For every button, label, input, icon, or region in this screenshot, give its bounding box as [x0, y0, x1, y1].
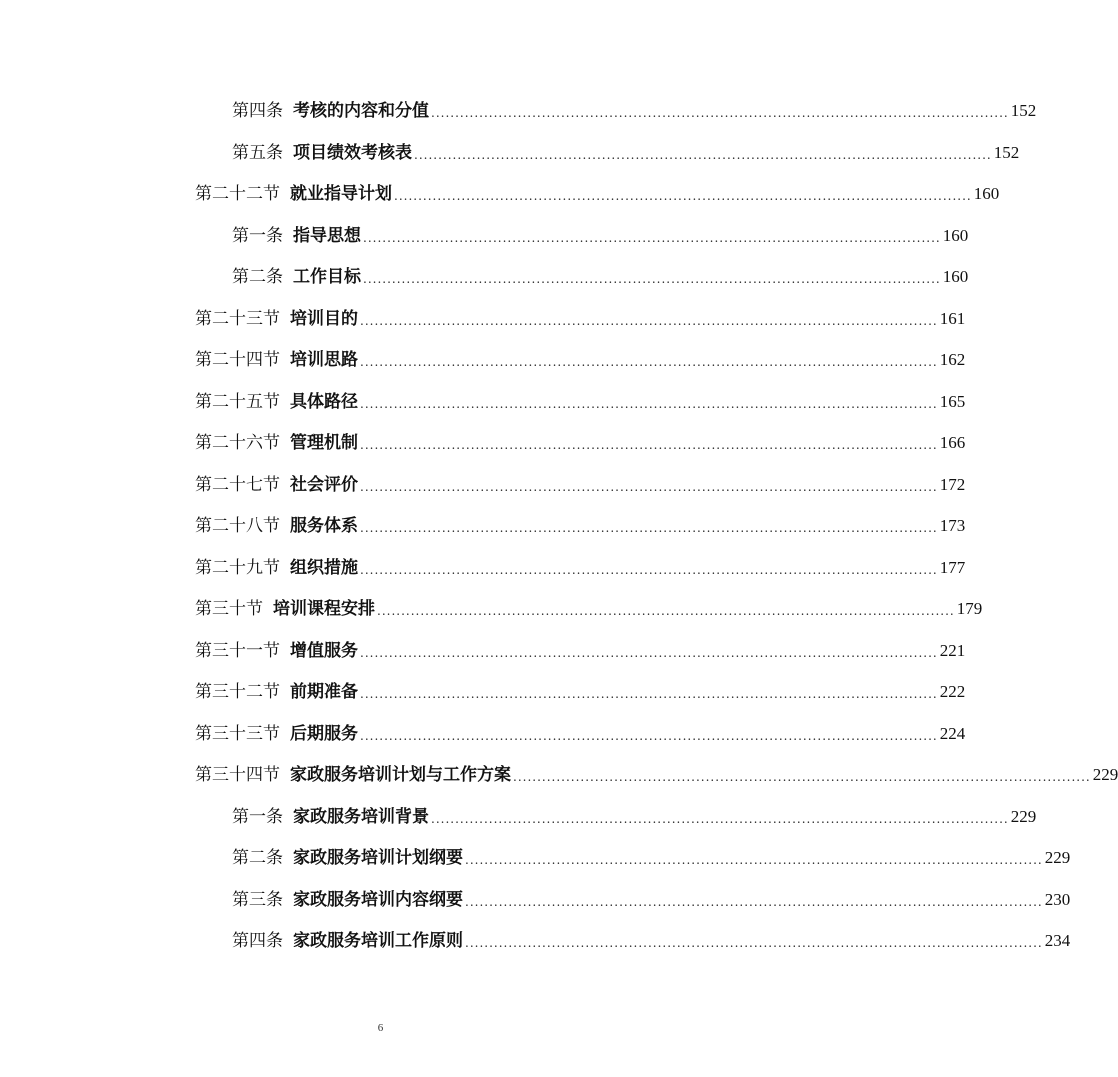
toc-entry-page: 162: [939, 350, 966, 369]
toc-entry[interactable]: [195, 510, 966, 538]
toc-leader-dots: ........................................................................................................................: [465, 936, 1043, 950]
toc-entry[interactable]: [195, 303, 966, 331]
toc-entry[interactable]: [232, 801, 1037, 829]
toc-entry[interactable]: [195, 344, 966, 372]
toc-entry-title: 培训课程安排: [273, 599, 375, 619]
toc-entry-page: 229: [1010, 807, 1037, 826]
toc-entry-title: 服务体系: [290, 516, 358, 536]
toc-entry-title: 家政服务培训计划纲要: [293, 848, 463, 868]
toc-entry-page: 152: [1010, 101, 1037, 120]
toc-entry[interactable]: [195, 552, 966, 580]
toc-entry-page: 160: [973, 184, 1000, 203]
toc-leader-dots: ........................................................................................................................: [513, 770, 1091, 784]
toc-entry-page: 229: [1092, 765, 1118, 784]
toc-entry-title: 社会评价: [290, 475, 358, 495]
toc-leader-dots: ........................................................................................................................: [431, 106, 1009, 120]
toc-entry-page: 166: [939, 433, 966, 452]
toc-entry[interactable]: [195, 427, 966, 455]
toc-entry-page: 161: [939, 309, 966, 328]
toc-leader-dots: ........................................................................................................................: [363, 272, 941, 286]
toc-leader-dots: ........................................................................................................................: [360, 646, 938, 660]
toc-entry-page: 165: [939, 392, 966, 411]
toc-entry-number: 第四条: [232, 101, 283, 121]
toc-entry-title: 具体路径: [290, 392, 358, 412]
toc-entry-number: 第三十二节: [195, 682, 280, 702]
toc-entry[interactable]: [232, 884, 1071, 912]
toc-leader-dots: ........................................................................................................................: [465, 853, 1043, 867]
toc-entry-title: 组织措施: [290, 558, 358, 578]
toc-entry-number: 第二十八节: [195, 516, 280, 536]
toc-entry-number: 第二十四节: [195, 350, 280, 370]
toc-leader-dots: ........................................................................................................................: [414, 148, 992, 162]
toc-entry-number: 第三十四节: [195, 765, 280, 785]
toc-entry-number: 第一条: [232, 226, 283, 246]
toc-entry-title: 增值服务: [290, 641, 358, 661]
toc-entry-title: 家政服务培训内容纲要: [293, 890, 463, 910]
toc-entry-number: 第二十二节: [195, 184, 280, 204]
toc-entry-page: 160: [942, 226, 969, 245]
toc-entry-number: 第三十三节: [195, 724, 280, 744]
toc-entry[interactable]: [195, 676, 966, 704]
toc-entry-number: 第二十三节: [195, 309, 280, 329]
toc-entry-number: 第二十五节: [195, 392, 280, 412]
toc-entry[interactable]: [232, 925, 1071, 953]
toc-entry-title: 培训目的: [290, 309, 358, 329]
toc-entry-number: 第一条: [232, 807, 283, 827]
toc-entry-number: 第四条: [232, 931, 283, 951]
toc-leader-dots: ........................................................................................................................: [431, 812, 1009, 826]
toc-entry-number: 第二十七节: [195, 475, 280, 495]
toc-entry-number: 第二条: [232, 848, 283, 868]
toc-entry-number: 第五条: [232, 143, 283, 163]
toc-entry-number: 第三十一节: [195, 641, 280, 661]
toc-leader-dots: ........................................................................................................................: [465, 895, 1043, 909]
toc-entry[interactable]: [232, 261, 969, 289]
toc-entry[interactable]: [232, 220, 969, 248]
toc-leader-dots: ........................................................................................................................: [360, 521, 938, 535]
toc-entry-number: 第三条: [232, 890, 283, 910]
toc-entry-page: 230: [1044, 890, 1071, 909]
toc-entry-page: 224: [939, 724, 966, 743]
toc-leader-dots: ........................................................................................................................: [360, 480, 938, 494]
toc-entry-title: 管理机制: [290, 433, 358, 453]
toc-entry[interactable]: [195, 635, 966, 663]
toc-leader-dots: ........................................................................................................................: [360, 438, 938, 452]
toc-entry-number: 第三十节: [195, 599, 263, 619]
toc-entry-page: 152: [993, 143, 1020, 162]
toc-leader-dots: ........................................................................................................................: [394, 189, 972, 203]
toc-entry-page: 222: [939, 682, 966, 701]
toc-entry[interactable]: [232, 95, 1037, 123]
toc-entry[interactable]: [195, 593, 983, 621]
toc-leader-dots: ........................................................................................................................: [360, 687, 938, 701]
toc-entry[interactable]: [195, 469, 966, 497]
toc-entry-page: 229: [1044, 848, 1071, 867]
toc-entry-number: 第二十六节: [195, 433, 280, 453]
toc-entry[interactable]: [195, 718, 966, 746]
toc-entry-page: 221: [939, 641, 966, 660]
toc-entry-title: 就业指导计划: [290, 184, 392, 204]
toc-entry-number: 第二十九节: [195, 558, 280, 578]
toc-entry-number: 第二条: [232, 267, 283, 287]
toc-entry-title: 指导思想: [293, 226, 361, 246]
toc-entry-title: 项目绩效考核表: [293, 143, 412, 163]
toc-entry-title: 考核的内容和分值: [293, 101, 429, 121]
toc-entry-title: 培训思路: [290, 350, 358, 370]
toc-leader-dots: ........................................................................................................................: [360, 314, 938, 328]
toc-entry-title: 前期准备: [290, 682, 358, 702]
toc-entry-page: 173: [939, 516, 966, 535]
toc-entry-title: 家政服务培训工作原则: [293, 931, 463, 951]
toc-entry[interactable]: [232, 137, 1020, 165]
toc-leader-dots: ........................................................................................................................: [360, 563, 938, 577]
toc-entry-title: 工作目标: [293, 267, 361, 287]
page-number: 6: [377, 1022, 384, 1034]
toc-entry-title: 家政服务培训计划与工作方案: [290, 765, 511, 785]
toc-entry-page: 160: [942, 267, 969, 286]
toc-entry-page: 177: [939, 558, 966, 577]
toc-entry[interactable]: [195, 178, 1000, 206]
toc-leader-dots: ........................................................................................................................: [363, 231, 941, 245]
toc-leader-dots: ........................................................................................................................: [377, 604, 955, 618]
toc-entry-title: 家政服务培训背景: [293, 807, 429, 827]
toc-entry-page: 172: [939, 475, 966, 494]
toc-leader-dots: ........................................................................................................................: [360, 397, 938, 411]
toc-entry[interactable]: [195, 759, 1118, 787]
toc-leader-dots: ........................................................................................................................: [360, 729, 938, 743]
toc-entry-title: 后期服务: [290, 724, 358, 744]
toc-leader-dots: ........................................................................................................................: [360, 355, 938, 369]
toc-entry-page: 234: [1044, 931, 1071, 950]
toc-entry-page: 179: [956, 599, 983, 618]
toc-entry[interactable]: [232, 842, 1071, 870]
toc-entry[interactable]: [195, 386, 966, 414]
